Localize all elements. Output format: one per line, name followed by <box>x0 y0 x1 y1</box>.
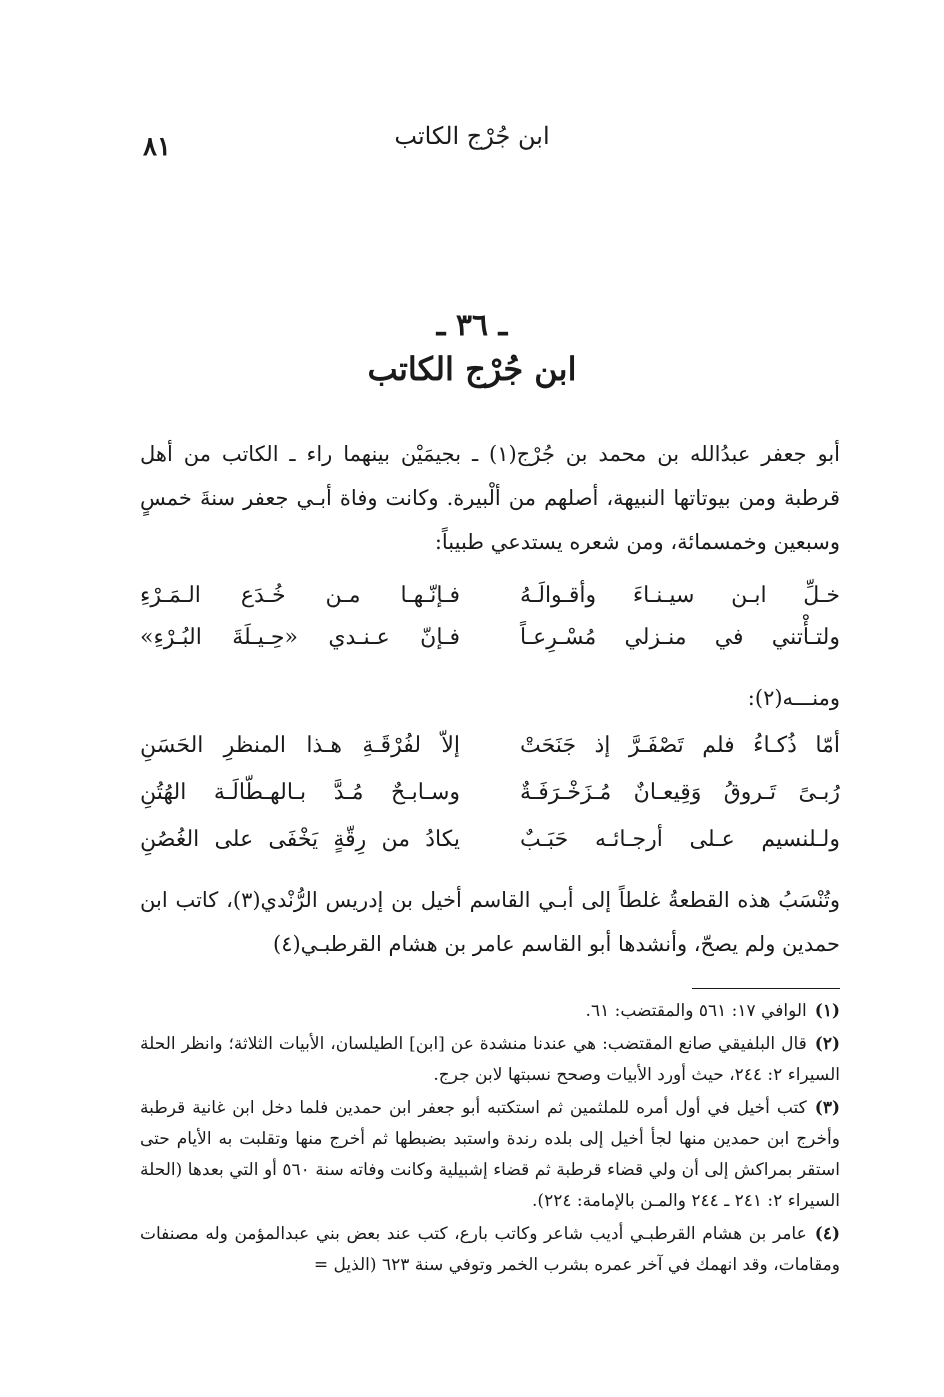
footnote <box>140 1029 840 1091</box>
poem-1-verse <box>140 612 840 664</box>
footnote-text: قال البلفيقي صانع المقتضب: هي عندنا منشدة عن [ابن] الطيلسان، الأبيات الثلاثة؛ وانظر الحلة السيراء ٢: ٢٤٤، حيث أورد الأبيات وصحح نسبتها لابن جرج. <box>140 1034 840 1085</box>
footnote-number: (١) <box>814 1001 840 1021</box>
entry-number: ـ ٣٦ ـ <box>436 308 508 343</box>
biography-paragraph: أبو جعفر عبدُالله بن محمد بن جُرْج(١) ـ بجيمَيْن بينهما راء ـ الكاتب من أهل قرطبة ومن بيوتاتها النبيهة، أصلهم من ألْبيرة. وكانت وفاة أبـي جعفر سنةَ خمسٍ وسبعين وخمسمائة، ومن شعره يستدعي طبيباً: <box>140 442 840 554</box>
footnote-rule <box>692 988 840 989</box>
footnote <box>140 1219 840 1281</box>
footnotes <box>140 996 840 1283</box>
poem-2-verse <box>140 814 840 866</box>
footnote <box>140 996 840 1027</box>
footnote <box>140 1093 840 1217</box>
footnote-text: كتب أخيل في أول أمره للملثمين ثم استكتبه أبو جعفر ابن حمدين فلما دخل ابن غانية قرطبة وأخرج ابن حمدين منها لجأ أخيل إلى بلده رندة واستبد بضبطها ثم أخرج منها وتقلبت به الأيام حتى استقر بمراكش إلى أن ولي قضاء قرطبة ثم قضاء إشبيلية وكانت وفاته سنة ٥٦٠ أو التي بعدها (الحلة السيراء ٢: ٢٤١ ـ ٢٤٤ والمـن بالإمامة: ٢٢٤). <box>140 1098 840 1211</box>
verse-second-hemistich: إلاّ لفُرْقَـةِ هـذا المنظرِ الحَسَنِ <box>140 733 460 758</box>
verse-second-hemistich: فـإنّـهـا مـن خُـدَع الـمَـرْءِ <box>140 583 460 608</box>
footnote-number: (٢) <box>814 1034 840 1054</box>
footnote-number: (٣) <box>814 1098 840 1118</box>
running-title: ابن جُرْج الكاتب <box>394 122 550 150</box>
verse-second-hemistich: يكادُ من رِقّةٍ يَخْفَى على الغُصُنِ <box>140 827 460 852</box>
verse-second-hemistich: وسـابـحٌ مُـدَّ بـالهـطّالَـة الهُتُنِ <box>140 780 460 805</box>
attribution-paragraph: وتُنْسَبُ هذه القطعةُ غلطاً إلى أبـي القاسم أخيل بن إدريس الرُّنْدي(٣)، كاتب ابن حمدين ولم يصحّ، وأنشدها أبو القاسم عامر بن هشام القرطبـي(٤) <box>140 888 840 956</box>
footnote-text: عامر بن هشام القرطبـي أديب شاعر وكاتب بارع، كتب عند بعض بني عبدالمؤمن وله مصنفات ومقامات، وقد انهمك في آخر عمره بشرب الخمر وتوفي سنة ٦٢٣ (الذيل = <box>140 1224 840 1275</box>
footnote-text: الوافي ١٧: ٥٦١ والمقتضب: ٦١. <box>585 1001 807 1021</box>
verse-second-hemistich: فـإنّ عـنـدي «حِـيـلَةَ البُـرْءِ» <box>140 625 460 650</box>
poem-2-intro: ومنـــه(٢): <box>747 686 840 710</box>
verse-first-hemistich: ولتـأْتني في منـزلي مُسْـرِعـاً <box>520 625 840 650</box>
verse-first-hemistich: رُبـىً تَـروقُ وَقِيعـانٌ مُـزَخْـرَفَـةٌ <box>520 780 840 805</box>
verse-first-hemistich: خـلِّ ابـن سيـنـاءَ وأقـوالَـهُ <box>520 583 840 608</box>
page-number: ٨١ <box>143 132 171 162</box>
poem-2-verse <box>140 720 840 772</box>
footnote-number: (٤) <box>814 1224 840 1244</box>
poem-2-verse <box>140 767 840 819</box>
entry-title: ابن جُرْج الكاتب <box>367 350 577 388</box>
verse-first-hemistich: ولـلنسيم عـلى أرجـائـه حَبَـبٌ <box>520 827 840 852</box>
verse-first-hemistich: أمّا ذُكـاءُ فلم تَصْفَـرَّ إذ جَنَحَتْ <box>520 733 840 758</box>
